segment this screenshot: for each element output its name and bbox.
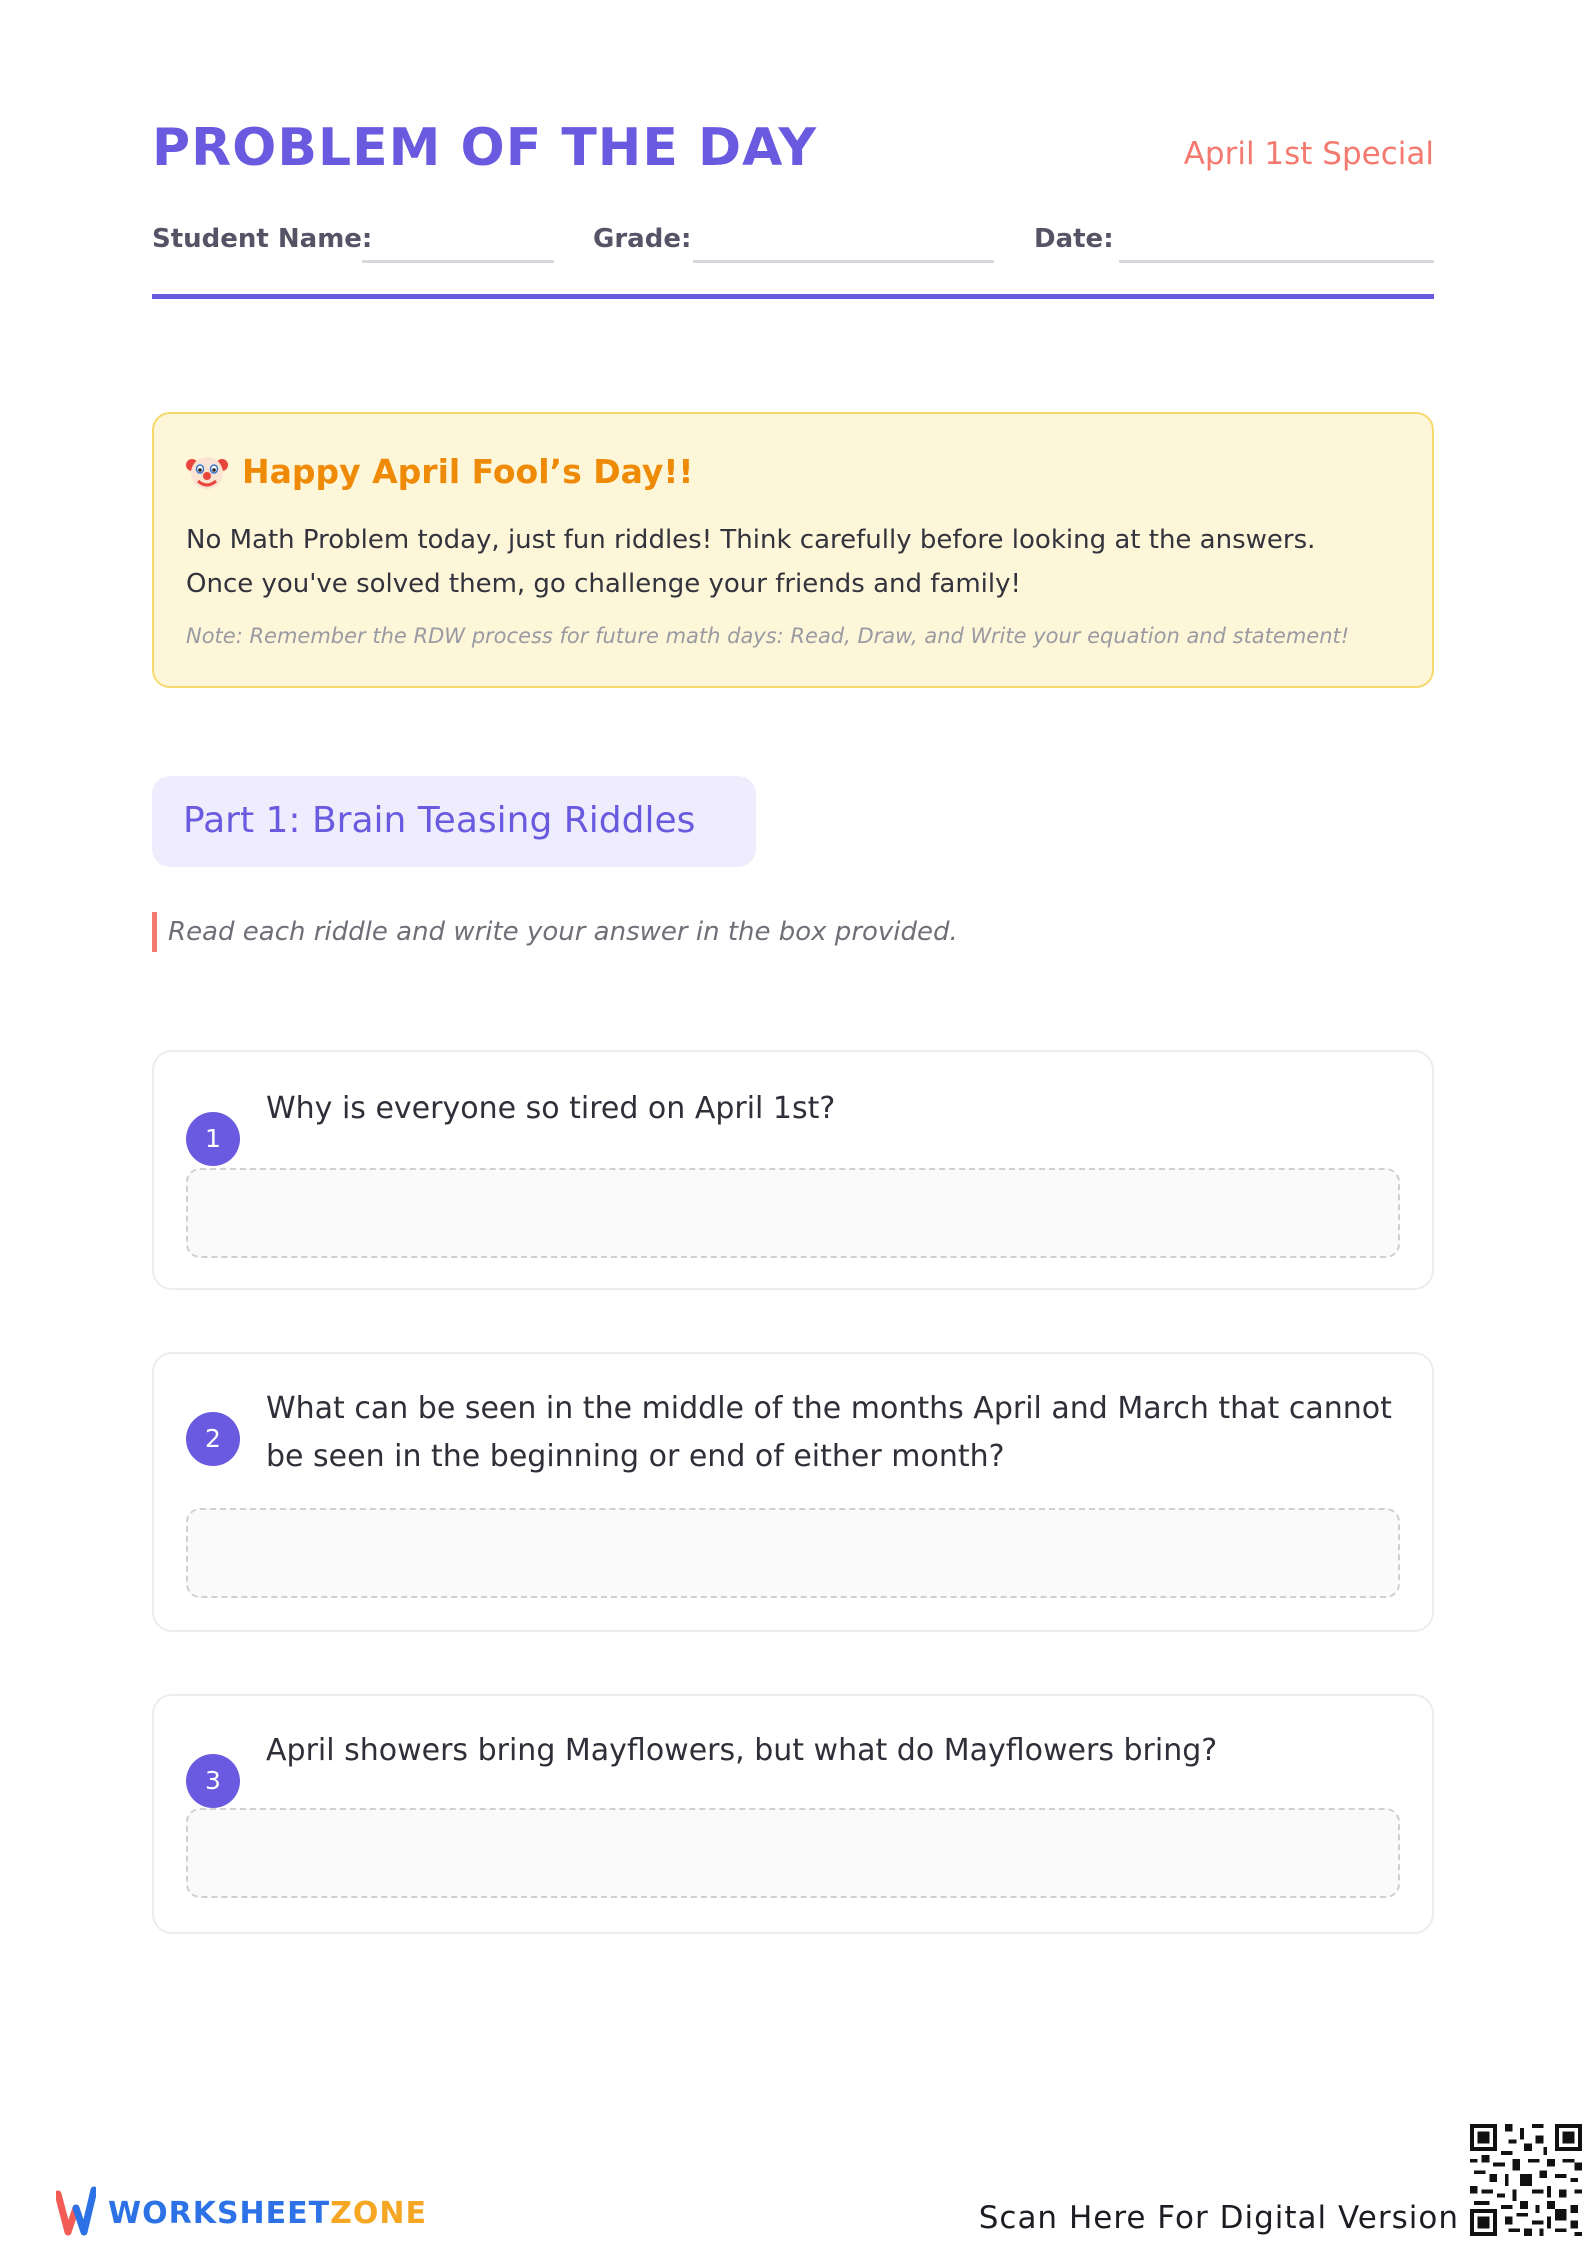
part-1-title: Part 1: Brain Teasing Riddles — [183, 800, 696, 841]
riddle-card-3 — [152, 1694, 1434, 1934]
answer-box[interactable] — [186, 1168, 1400, 1258]
scan-instruction: Scan Here For Digital Version — [978, 2200, 1459, 2236]
page-subtitle: April 1st Special — [1183, 136, 1434, 172]
notice-note: Note: Remember the RDW process for future math days: Read, Draw, and Write your equation and statement! — [186, 624, 1350, 648]
part-1-heading — [152, 776, 756, 867]
date-label: Date: — [1034, 224, 1114, 254]
qr-code-icon[interactable] — [1470, 2124, 1582, 2236]
page-title: PROBLEM OF THE DAY — [152, 118, 818, 178]
instruction-text: Read each riddle and write your answer in the box provided. — [168, 917, 958, 947]
grade-label: Grade: — [593, 224, 692, 254]
notice-title: Happy April Fool’s Day!! — [242, 452, 694, 491]
worksheet-header — [152, 118, 1434, 188]
answer-box[interactable] — [186, 1808, 1400, 1898]
page-footer — [0, 2110, 1588, 2244]
student-name-field[interactable] — [362, 260, 554, 263]
clown-face-icon — [186, 450, 228, 492]
worksheetzone-logo-icon — [56, 2184, 96, 2238]
instruction-accent-bar — [152, 912, 157, 952]
student-name-label: Student Name: — [152, 224, 373, 254]
answer-box[interactable] — [186, 1508, 1400, 1598]
date-field[interactable] — [1119, 260, 1434, 263]
riddle-card-1 — [152, 1050, 1434, 1290]
april-fools-notice — [152, 412, 1434, 688]
logo-text-part2: ZONE — [330, 2196, 427, 2231]
student-info-fields — [152, 220, 1434, 264]
header-divider — [152, 294, 1434, 299]
logo-text-part1: WORKSHEET — [108, 2196, 331, 2231]
riddle-number-badge: 3 — [186, 1754, 240, 1808]
riddle-question: Why is everyone so tired on April 1st? — [266, 1091, 836, 1126]
riddle-card-2 — [152, 1352, 1434, 1632]
riddle-number-badge: 1 — [186, 1112, 240, 1166]
notice-body: No Math Problem today, just fun riddles! Think carefully before looking at the answers. Once you've solved them, go challenge your friends and family! — [186, 525, 1316, 599]
riddle-question: April showers bring Mayflowers, but what do Mayflowers bring? — [266, 1733, 1218, 1768]
riddle-number-badge: 2 — [186, 1412, 240, 1466]
riddle-question: What can be seen in the middle of the months April and March that cannot be seen in the beginning or end of either month? — [266, 1391, 1392, 1474]
worksheetzone-logo-text[interactable] — [108, 2196, 427, 2231]
grade-field[interactable] — [693, 260, 994, 263]
riddle-instruction — [152, 912, 1152, 952]
